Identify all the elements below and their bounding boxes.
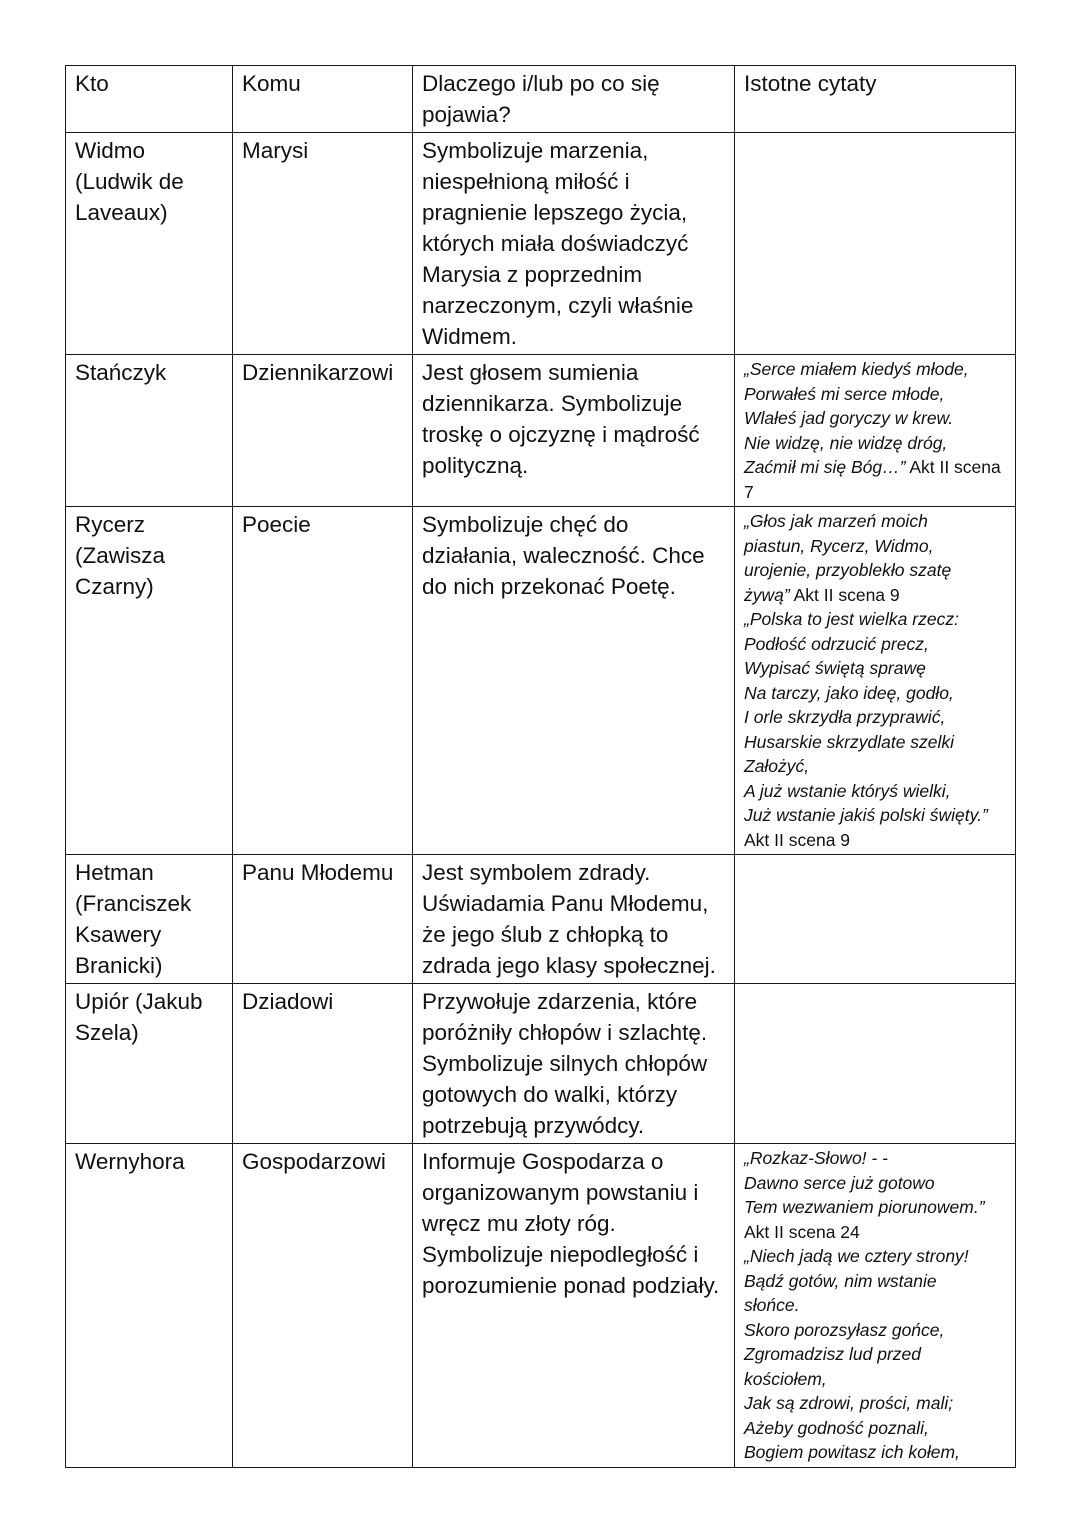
cell-dlaczego: Symbolizuje chęć do działania, waleczność. Chce do nich przekonać Poetę.	[413, 507, 735, 855]
quote-line: Porwałeś mi serce młode,	[744, 383, 945, 404]
quote-line: Skoro porozsyłasz gońce,	[744, 1319, 945, 1340]
quote-line: Jak są zdrowi, prości, mali;	[744, 1393, 954, 1413]
table-row	[66, 507, 1016, 855]
cell-kto: Hetman (Franciszek Ksawery Branicki)	[66, 855, 233, 984]
quote-line: „Serce miałem kiedyś młode,	[744, 359, 969, 379]
quote-line: Bądź gotów, nim wstanie	[744, 1270, 937, 1291]
quote-line: „Głos jak marzeń moich	[744, 511, 928, 531]
quote-line: 7	[744, 481, 754, 502]
cell-kto: Upiór (Jakub Szela)	[66, 984, 233, 1144]
quote-line: kościołem,	[744, 1368, 827, 1389]
cell-kto: Stańczyk	[66, 355, 233, 507]
characters-table	[65, 65, 1016, 1468]
cell-cytaty	[735, 1144, 1016, 1468]
quote-line: „Rozkaz-Słowo! - -	[744, 1148, 888, 1168]
quote-line: „Polska to jest wielka rzecz:	[744, 609, 959, 629]
quote-line: A już wstanie któryś wielki,	[744, 780, 951, 801]
cell-kto: Wernyhora	[66, 1144, 233, 1468]
table-row	[66, 984, 1016, 1144]
cell-dlaczego: Symbolizuje marzenia, niespełnioną miłość i pragnienie lepszego życia, których miała doświadczyć Marysia z poprzednim narzeczonym, czyli właśnie Widmem.	[413, 133, 735, 355]
quote-line: „Niech jadą we cztery strony!	[744, 1246, 969, 1266]
table-row	[66, 133, 1016, 355]
cell-cytaty	[735, 984, 1016, 1144]
cell-komu: Dziadowi	[233, 984, 413, 1144]
quote-line: Założyć,	[744, 756, 810, 776]
cell-komu: Marysi	[233, 133, 413, 355]
quote-line: Zgromadzisz lud przed	[744, 1344, 922, 1364]
cell-komu: Dziennikarzowi	[233, 355, 413, 507]
table-row	[66, 1144, 1016, 1468]
cell-dlaczego: Informuje Gospodarza o organizowanym powstaniu i wręcz mu złoty róg. Symbolizuje niepodległość i porozumienie ponad podziały.	[413, 1144, 735, 1468]
cell-komu: Poecie	[233, 507, 413, 855]
quote-line: Husarskie skrzydlate szelki	[744, 731, 955, 752]
quote-line: piastun, Rycerz, Widmo,	[744, 535, 934, 556]
cell-cytaty	[735, 507, 1016, 855]
quote-line: słońce.	[744, 1295, 800, 1315]
quote-line: Bogiem powitasz ich kołem,	[744, 1442, 960, 1462]
cell-cytaty	[735, 133, 1016, 355]
quote-line: I orle skrzydła przyprawić,	[744, 707, 946, 727]
cell-komu: Gospodarzowi	[233, 1144, 413, 1468]
quote-line: Na tarczy, jako ideę, godło,	[744, 682, 954, 703]
table-row	[66, 855, 1016, 984]
cell-komu: Panu Młodemu	[233, 855, 413, 984]
table-header-row	[66, 66, 1016, 133]
header-kto: Kto	[66, 66, 233, 133]
quote-line: Wlałeś jad goryczy w krew.	[744, 408, 954, 428]
quote-line: żywą” Akt II scena 9	[744, 584, 900, 605]
quote-line: Ażeby godność poznali,	[744, 1417, 929, 1438]
cell-dlaczego: Jest symbolem zdrady. Uświadamia Panu Młodemu, że jego ślub z chłopką to zdrada jego klasy społecznej.	[413, 855, 735, 984]
header-dlaczego: Dlaczego i/lub po co się pojawia?	[413, 66, 735, 133]
cell-dlaczego: Przywołuje zdarzenia, które poróżniły chłopów i szlachtę. Symbolizuje silnych chłopów gotowych do walki, którzy potrzebują przywódcy.	[413, 984, 735, 1144]
quote-line: Nie widzę, nie widzę dróg,	[744, 432, 948, 453]
table-row	[66, 355, 1016, 507]
quote-line: Tem wezwaniem piorunowem.”	[744, 1197, 985, 1217]
cell-kto: Rycerz (Zawisza Czarny)	[66, 507, 233, 855]
quote-line: Już wstanie jakiś polski święty.”	[744, 805, 988, 825]
quote-line: Dawno serce już gotowo	[744, 1172, 935, 1193]
header-komu: Komu	[233, 66, 413, 133]
quote-line: Akt II scena 9	[744, 829, 851, 850]
cell-dlaczego: Jest głosem sumienia dziennikarza. Symbolizuje troskę o ojczyznę i mądrość polityczną.	[413, 355, 735, 507]
header-cytaty: Istotne cytaty	[735, 66, 1016, 133]
cell-cytaty	[735, 355, 1016, 507]
cell-kto: Widmo (Ludwik de Laveaux)	[66, 133, 233, 355]
quote-line: Podłość odrzucić precz,	[744, 633, 929, 654]
cell-cytaty	[735, 855, 1016, 984]
quote-line: Wypisać świętą sprawę	[744, 658, 926, 678]
quote-line: Zaćmił mi się Bóg…” Akt II scena	[744, 457, 1001, 477]
quote-line: urojenie, przyoblekło szatę	[744, 560, 952, 580]
quote-line: Akt II scena 24	[744, 1221, 860, 1242]
